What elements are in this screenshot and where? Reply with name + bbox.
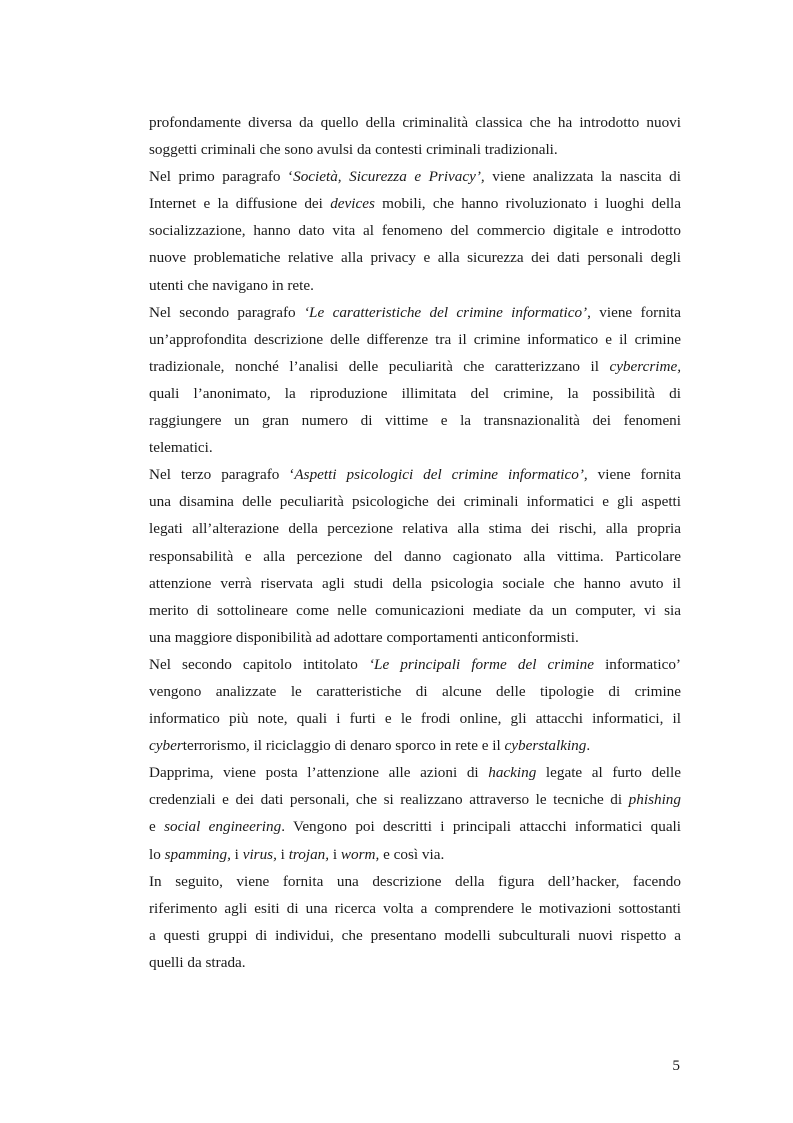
text-segment: terrorismo, il riciclaggio di denaro sporco in rete e il: [182, 737, 505, 755]
text-line: [149, 895, 681, 922]
text-segment: Internet e la diffusione dei: [149, 195, 331, 213]
italic-text: ‘Le caratteristiche del crimine informatico’: [303, 303, 588, 321]
text-line: [149, 868, 681, 895]
body-text: [149, 109, 681, 976]
text-segment: a questi gruppi di individui, che presentano modelli subculturali nuovi rispetto a: [149, 926, 681, 944]
text-segment: legati all’alterazione della percezione relativa alla stima dei rischi, alla propria: [149, 520, 681, 538]
paragraph: [149, 868, 681, 976]
italic-text: ‘Le principali forme del crimine: [368, 655, 594, 673]
text-line: [149, 922, 681, 949]
text-segment: Nel secondo capitolo intitolato: [149, 655, 369, 673]
text-segment: un’approfondita descrizione delle differenze tra il crimine informatico e il crimine: [149, 330, 681, 348]
italic-text: cyberstalking: [504, 737, 587, 755]
paragraph: [149, 651, 681, 759]
text-line: [149, 678, 681, 705]
paragraph: [149, 163, 681, 298]
text-segment: lo: [149, 845, 165, 863]
text-segment: informatico’: [593, 655, 681, 673]
italic-text: devices: [330, 195, 375, 213]
text-segment: profondamente diversa da quello della criminalità classica che ha introdotto nuovi: [149, 114, 681, 131]
text-line: [149, 651, 681, 678]
text-segment: responsabilità e alla percezione del danno cagionato alla vittima. Particolare: [149, 547, 681, 565]
text-segment: Nel primo paragrafo ‘: [149, 168, 294, 186]
text-line: [149, 434, 681, 461]
text-segment: Dapprima, viene posta l’attenzione alle azioni di: [149, 764, 489, 782]
text-line: [149, 272, 681, 299]
text-segment: Nel terzo paragrafo ‘: [149, 466, 295, 484]
text-segment: legate al furto delle: [536, 764, 681, 782]
italic-text: worm,: [340, 845, 380, 863]
italic-text: social engineering: [164, 818, 282, 836]
text-segment: Nel secondo paragrafo: [149, 303, 304, 321]
text-segment: informatico più note, quali i furti e le frodi online, gli attacchi informatici, il: [149, 710, 681, 728]
text-segment: i: [276, 845, 289, 863]
text-line: [149, 488, 681, 515]
text-line: [149, 597, 681, 624]
text-line: [149, 380, 681, 407]
text-segment: credenziali e dei dati personali, che si realizzano attraverso le tecniche di: [149, 791, 629, 809]
italic-text: cyber: [149, 737, 183, 755]
text-line: [149, 949, 681, 976]
text-segment: soggetti criminali che sono avulsi da contesti criminali tradizionali.: [149, 141, 558, 159]
text-segment: attenzione verrà riservata agli studi della psicologia sociale che hanno avuto il: [149, 574, 681, 592]
text-segment: i: [329, 845, 341, 863]
text-line: [149, 759, 681, 786]
text-segment: . Vengono poi descritti i principali attacchi informatici quali: [281, 818, 682, 836]
text-segment: una maggiore disponibilità ad adottare comportamenti anticonformisti.: [149, 628, 579, 646]
italic-text: phishing: [628, 791, 681, 809]
text-line: [149, 244, 681, 271]
italic-text: cybercrime,: [609, 357, 681, 375]
text-line: [149, 515, 681, 542]
italic-text: virus,: [242, 845, 277, 863]
text-segment: tradizionale, nonché l’analisi delle peculiarità che caratterizzano il: [149, 357, 610, 375]
text-line: [149, 732, 681, 759]
italic-text: hacking: [488, 764, 537, 782]
text-line: [149, 353, 681, 380]
text-segment: nuove problematiche relative alla privacy e alla sicurezza dei dati personali degli: [149, 249, 681, 267]
text-segment: viene analizzata la nascita di: [484, 168, 681, 186]
text-line: [149, 163, 681, 190]
text-line: [149, 786, 681, 813]
text-line: [149, 543, 681, 570]
text-segment: utenti che navigano in rete.: [149, 276, 314, 294]
text-line: [149, 136, 681, 163]
page-number: 5: [672, 1057, 680, 1074]
text-segment: socializzazione, hanno dato vita al fenomeno del commercio digitale e introdotto: [149, 222, 681, 240]
text-segment: In seguito, viene fornita una descrizione della figura dell’hacker, facendo: [149, 872, 681, 890]
text-line: [149, 109, 681, 136]
paragraph: [149, 759, 681, 867]
text-line: [149, 461, 681, 488]
text-line: [149, 190, 681, 217]
text-segment: i: [230, 845, 243, 863]
text-line: [149, 326, 681, 353]
text-segment: riferimento agli esiti di una ricerca volta a comprendere le motivazioni sottostanti: [149, 899, 681, 917]
text-segment: e così via.: [379, 845, 445, 863]
paragraph: [149, 299, 681, 462]
italic-text: Aspetti psicologici del crimine informatico’: [294, 466, 584, 484]
text-segment: e: [149, 818, 165, 836]
text-segment: merito di sottolineare come nelle comunicazioni mediate da un computer, vi sia: [149, 601, 681, 619]
italic-text: Società, Sicurezza e Privacy’,: [293, 168, 485, 186]
text-line: [149, 813, 681, 840]
text-segment: una disamina delle peculiarità psicologiche dei criminali informatici e gli aspetti: [149, 493, 681, 511]
text-segment: quali l’anonimato, la riproduzione illimitata del crimine, la possibilità di: [149, 384, 681, 402]
paragraph: [149, 109, 681, 163]
text-line: [149, 407, 681, 434]
text-line: [149, 841, 681, 868]
text-line: [149, 217, 681, 244]
text-segment: , viene fornita: [587, 303, 682, 321]
text-segment: , viene fornita: [583, 466, 682, 484]
text-segment: vengono analizzate le caratteristiche di alcune delle tipologie di crimine: [149, 682, 681, 700]
text-segment: .: [586, 737, 591, 755]
text-line: [149, 570, 681, 597]
text-segment: quelli da strada.: [149, 953, 246, 971]
text-line: [149, 705, 681, 732]
text-line: [149, 299, 681, 326]
text-segment: raggiungere un gran numero di vittime e la transnazionalità dei fenomeni: [149, 412, 681, 430]
paragraph: [149, 461, 681, 651]
text-segment: mobili, che hanno rivoluzionato i luoghi della: [374, 195, 681, 213]
italic-text: trojan,: [288, 845, 330, 863]
text-segment: telematici.: [149, 439, 213, 457]
text-line: [149, 624, 681, 651]
italic-text: spamming,: [164, 845, 231, 863]
